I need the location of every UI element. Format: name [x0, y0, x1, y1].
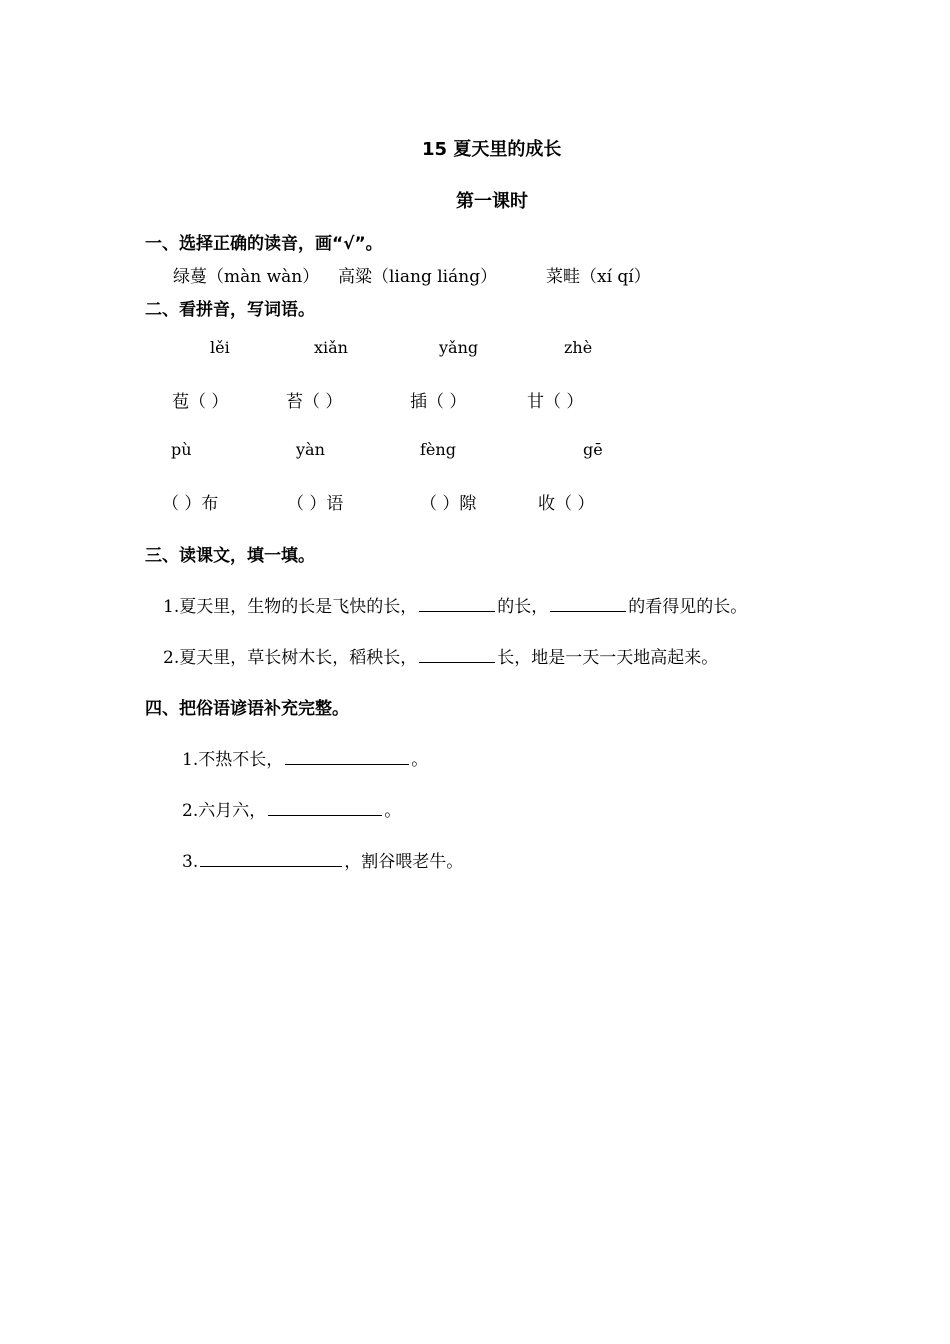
question-text: 2.夏天里，草长树木长，稻秧长， [163, 648, 418, 668]
pinyin-label: pù [171, 440, 192, 459]
answer-blank[interactable] [419, 646, 495, 663]
question-text: 的看得见的长。 [628, 597, 748, 617]
word-blank: （ ）布 [162, 494, 219, 514]
reading-option-3: 菜畦（xí qí） [546, 267, 651, 287]
question-text: 长，地是一天一天地高起来。 [497, 648, 719, 668]
answer-blank[interactable] [419, 595, 495, 612]
question-text: 的长， [497, 597, 549, 617]
answer-blank[interactable] [200, 850, 342, 867]
pinyin-label: lěi [210, 338, 230, 357]
word-blank: 苔（ ） [286, 392, 343, 412]
word-blank: 苞（ ） [172, 392, 229, 412]
pinyin-label: yàn [296, 440, 325, 459]
question-text: 1.夏天里，生物的长是飞快的长， [163, 597, 418, 617]
proverb-question-1 [182, 745, 428, 770]
word-blank: （ ）隙 [420, 494, 477, 514]
pinyin-label: xiǎn [314, 338, 348, 357]
answer-blank[interactable] [268, 799, 382, 816]
answer-blank[interactable] [550, 595, 626, 612]
word-blank: 插（ ） [410, 392, 467, 412]
fill-question-1 [163, 592, 747, 617]
word-blank: （ ）语 [287, 494, 344, 514]
question-text: ，割谷喂老牛。 [344, 852, 464, 872]
section-1-heading: 一、选择正确的读音，画“√”。 [145, 234, 383, 254]
fill-question-2 [163, 643, 718, 668]
answer-blank[interactable] [285, 748, 409, 765]
section-4-heading: 四、把俗语谚语补充完整。 [145, 699, 349, 719]
question-text: 2.六月六， [182, 801, 267, 821]
word-blank: 收（ ） [538, 494, 595, 514]
pinyin-label: fèng [420, 440, 456, 459]
pinyin-label: zhè [564, 338, 593, 357]
section-2-heading: 二、看拼音，写词语。 [145, 300, 315, 320]
pinyin-label: yǎng [439, 338, 479, 357]
question-text: 1.不热不长， [182, 750, 284, 770]
word-blank: 甘（ ） [527, 392, 584, 412]
section-3-heading: 三、读课文，填一填。 [145, 546, 315, 566]
question-text: 3. [182, 852, 199, 872]
question-text: 。 [411, 750, 429, 770]
reading-option-2: 高粱（liang liáng） [338, 267, 498, 287]
page-title: 15 夏天里的成长 [422, 139, 562, 160]
question-text: 。 [384, 801, 402, 821]
lesson-subtitle: 第一课时 [456, 191, 528, 212]
reading-option-1: 绿蔓（màn wàn） [173, 267, 320, 287]
pinyin-label: gē [583, 440, 603, 459]
proverb-question-3 [182, 847, 463, 872]
proverb-question-2 [182, 796, 401, 821]
